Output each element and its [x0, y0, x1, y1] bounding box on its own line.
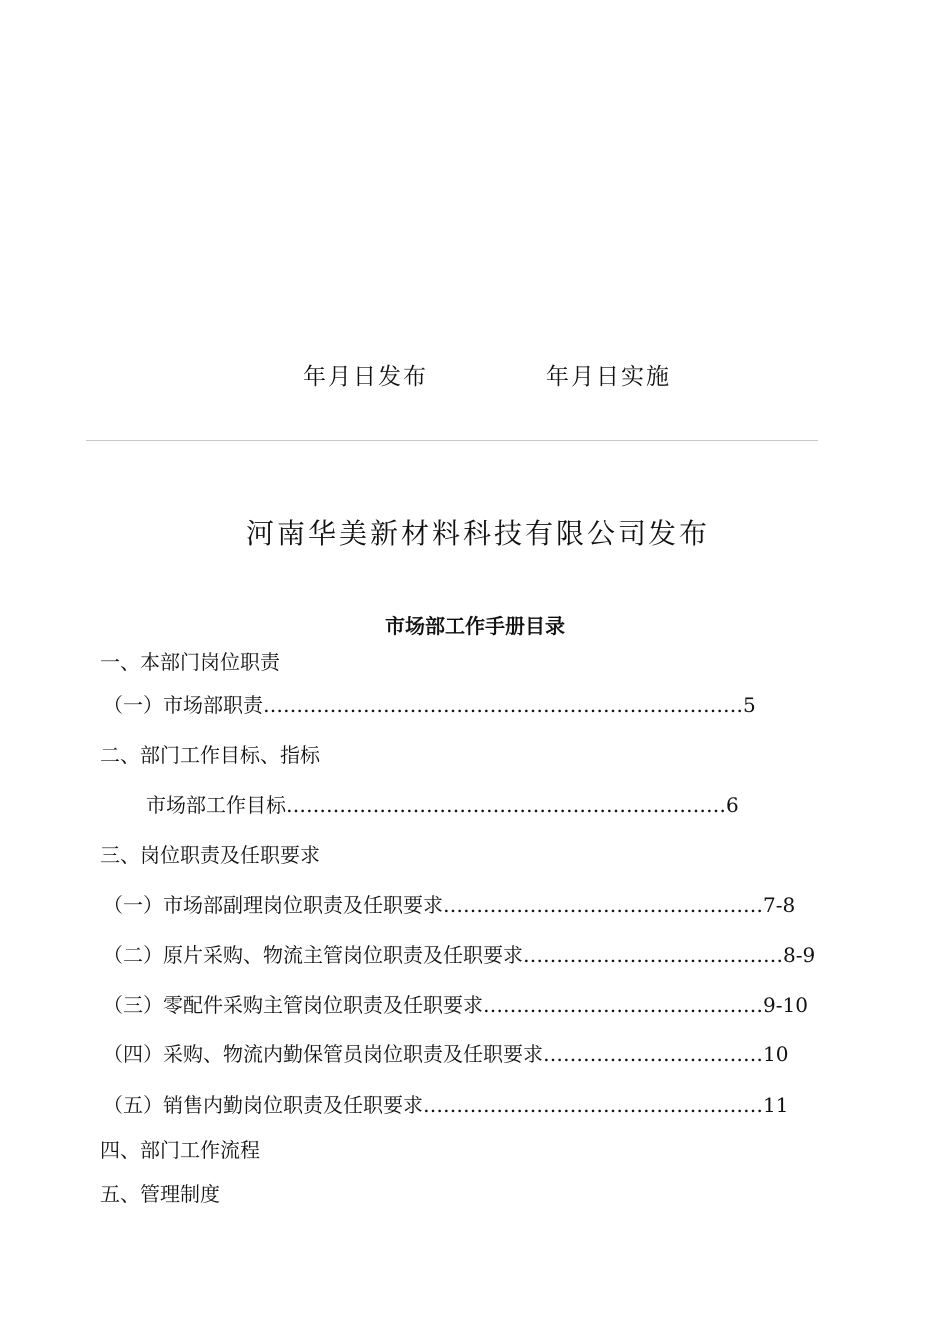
toc-item-parts-purchasing[interactable]	[103, 990, 808, 1020]
toc-item-glass-logistics[interactable]	[103, 940, 815, 970]
toc-page: 8-9	[783, 943, 816, 967]
toc-text: （五）销售内勤岗位职责及任职要求	[103, 1093, 423, 1117]
toc-text: （一）市场部职责	[103, 693, 263, 717]
effective-date: 年月日实施	[546, 364, 671, 390]
toc-section-1	[100, 647, 280, 677]
toc-item-deputy-manager[interactable]	[103, 890, 795, 920]
toc-leader: …………………………………………………………	[286, 793, 726, 817]
toc-text: 一、本部门岗位职责	[100, 650, 280, 674]
toc-page: 6	[726, 793, 739, 817]
divider	[86, 440, 818, 441]
toc-text: 市场部工作目标	[146, 793, 286, 817]
toc-text: 三、岗位职责及任职要求	[100, 843, 320, 867]
toc-section-5	[100, 1179, 220, 1209]
toc-leader: ……………………………………………	[423, 1093, 763, 1117]
issue-action: 发布	[648, 517, 711, 550]
toc-text: （一）市场部副理岗位职责及任职要求	[103, 893, 443, 917]
toc-text: （四）采购、物流内勤保管员岗位职责及任职要求	[103, 1042, 543, 1066]
toc-text: 二、部门工作目标、指标	[100, 743, 320, 767]
toc-page: 10	[763, 1042, 789, 1066]
toc-page: 5	[743, 693, 756, 717]
toc-item-market-goals[interactable]	[146, 790, 739, 820]
toc-text: 五、管理制度	[100, 1182, 220, 1206]
toc-text: 四、部门工作流程	[100, 1138, 260, 1162]
toc-page: 7-8	[763, 893, 796, 917]
toc-item-market-duties[interactable]	[103, 690, 756, 720]
toc-section-2	[100, 740, 320, 770]
toc-item-clerk-keeper[interactable]	[103, 1039, 788, 1069]
toc-page: 9-10	[763, 993, 808, 1017]
toc-leader: ………………………………………………………………	[263, 693, 743, 717]
company-name: 河南华美新材料科技有限公司	[246, 517, 650, 550]
toc-section-4	[100, 1135, 260, 1165]
publish-date: 年月日发布	[303, 364, 428, 390]
toc-page: 11	[763, 1093, 789, 1117]
toc-text: （二）原片采购、物流主管岗位职责及任职要求	[103, 943, 523, 967]
date-line	[0, 358, 950, 392]
toc-section-3	[100, 840, 320, 870]
toc-leader: ……………………………	[543, 1042, 763, 1066]
toc-leader: ……………………………………	[483, 993, 763, 1017]
toc-leader: …………………………………	[523, 943, 783, 967]
toc-leader: …………………………………………	[443, 893, 763, 917]
toc-title: 市场部工作手册目录	[385, 614, 565, 638]
toc-text: （三）零配件采购主管岗位职责及任职要求	[103, 993, 483, 1017]
toc-item-sales-clerk[interactable]	[103, 1090, 788, 1120]
